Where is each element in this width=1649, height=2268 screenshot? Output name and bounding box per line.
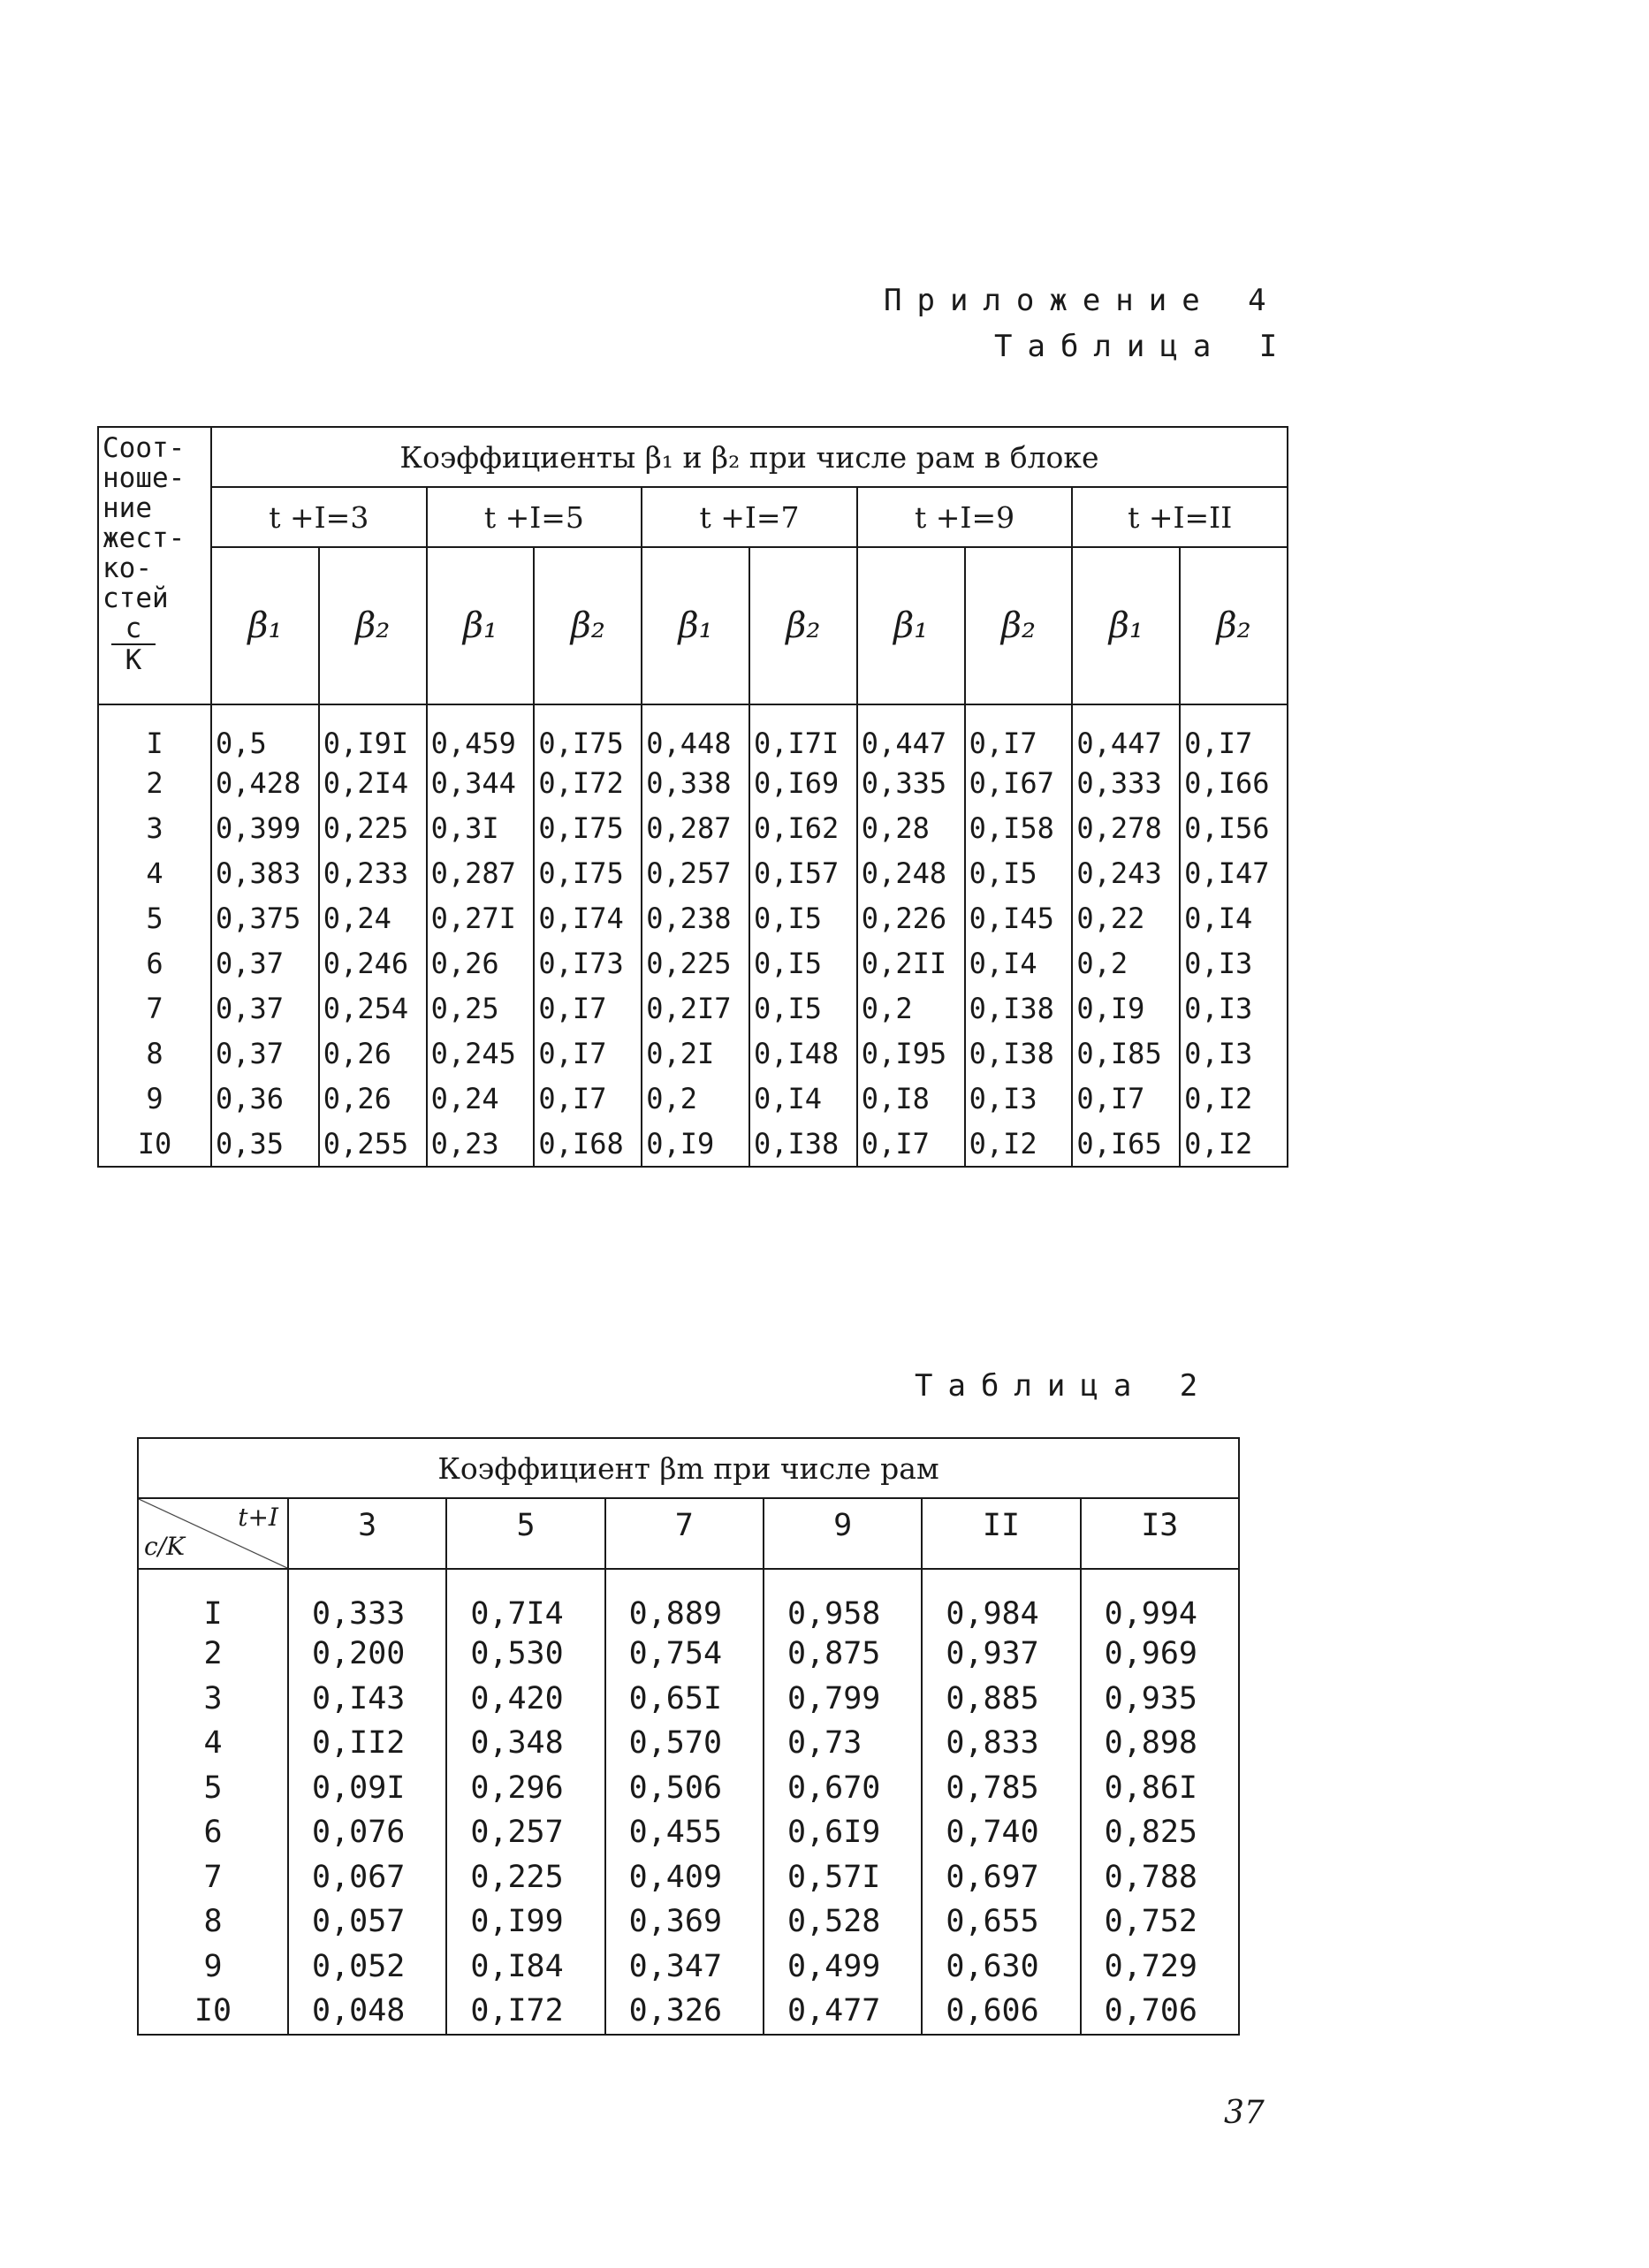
beta-coefficient-header: β₂ xyxy=(319,547,427,704)
table-row xyxy=(98,895,1288,940)
value-cell: 0,729 xyxy=(1081,1945,1239,1990)
value-cell: 0,I38 xyxy=(965,986,1073,1031)
beta-coefficient-header: β₁ xyxy=(211,547,319,704)
table-row xyxy=(98,1031,1288,1076)
value-cell: 0,333 xyxy=(1072,760,1180,805)
value-cell: 0,86I xyxy=(1081,1766,1239,1811)
value-cell: 0,570 xyxy=(605,1721,764,1766)
value-cell: 0,7I4 xyxy=(446,1569,604,1632)
value-cell: 0,26 xyxy=(427,940,535,986)
table-row xyxy=(98,704,1288,760)
value-cell: 0,I4 xyxy=(1180,895,1288,940)
value-cell: 0,I5 xyxy=(749,940,857,986)
row-label: 5 xyxy=(98,895,211,940)
value-cell: 0,I67 xyxy=(965,760,1073,805)
fraction-denominator: K xyxy=(125,644,142,676)
row-label: 8 xyxy=(98,1031,211,1076)
value-cell: 0,I75 xyxy=(534,704,642,760)
value-cell: 0,428 xyxy=(211,760,319,805)
value-cell: 0,254 xyxy=(319,986,427,1031)
value-cell: 0,23 xyxy=(427,1121,535,1167)
value-cell: 0,754 xyxy=(605,1632,764,1677)
value-cell: 0,I99 xyxy=(446,1899,604,1945)
value-cell: 0,994 xyxy=(1081,1569,1239,1632)
value-cell: 0,I9 xyxy=(1072,986,1180,1031)
value-cell: 0,73 xyxy=(764,1721,922,1766)
row-label: 4 xyxy=(138,1721,288,1766)
value-cell: 0,I72 xyxy=(534,760,642,805)
beta-coefficient-header: β₁ xyxy=(642,547,749,704)
value-cell: 0,I73 xyxy=(534,940,642,986)
value-cell: 0,I58 xyxy=(965,805,1073,850)
table-row xyxy=(98,1121,1288,1167)
table1-title: Коэффициенты β₁ и β₂ при числе рам в блоке xyxy=(211,427,1288,487)
table-row xyxy=(98,1076,1288,1121)
row-label: 3 xyxy=(138,1677,288,1722)
row-label: 2 xyxy=(98,760,211,805)
value-cell: 0,I57 xyxy=(749,850,857,895)
value-cell: 0,076 xyxy=(288,1810,446,1855)
value-cell: 0,I3 xyxy=(1180,940,1288,986)
value-cell: 0,348 xyxy=(446,1721,604,1766)
value-cell: 0,I75 xyxy=(534,850,642,895)
corner-line: стей xyxy=(103,582,169,614)
value-cell: 0,2 xyxy=(1072,940,1180,986)
beta-coefficient-header: β₁ xyxy=(1072,547,1180,704)
beta-coefficient-header: β₁ xyxy=(857,547,965,704)
table-row xyxy=(138,1945,1239,1990)
value-cell: 0,I5 xyxy=(749,986,857,1031)
value-cell: 0,37 xyxy=(211,986,319,1031)
corner-row-label: c/K xyxy=(144,1532,186,1561)
value-cell: 0,420 xyxy=(446,1677,604,1722)
value-cell: 0,238 xyxy=(642,895,749,940)
table-row xyxy=(98,760,1288,805)
value-cell: 0,052 xyxy=(288,1945,446,1990)
table-row xyxy=(138,1855,1239,1900)
table-1 xyxy=(97,426,1288,1168)
value-cell: 0,2I7 xyxy=(642,986,749,1031)
row-label: 5 xyxy=(138,1766,288,1811)
value-cell: 0,257 xyxy=(642,850,749,895)
value-cell: 0,I75 xyxy=(534,805,642,850)
value-cell: 0,225 xyxy=(319,805,427,850)
value-cell: 0,I7 xyxy=(534,1031,642,1076)
table-row xyxy=(98,940,1288,986)
value-cell: 0,799 xyxy=(764,1677,922,1722)
row-label: 6 xyxy=(138,1810,288,1855)
value-cell: 0,I85 xyxy=(1072,1031,1180,1076)
table-row xyxy=(138,1766,1239,1811)
value-cell: 0,530 xyxy=(446,1632,604,1677)
value-cell: 0,257 xyxy=(446,1810,604,1855)
value-cell: 0,37 xyxy=(211,940,319,986)
value-cell: 0,655 xyxy=(922,1899,1080,1945)
table-row xyxy=(138,1569,1239,1632)
value-cell: 0,335 xyxy=(857,760,965,805)
value-cell: 0,37 xyxy=(211,1031,319,1076)
row-label: I xyxy=(98,704,211,760)
column-header: I3 xyxy=(1081,1498,1239,1569)
fraction-numerator: c xyxy=(111,613,156,645)
value-cell: 0,448 xyxy=(642,704,749,760)
value-cell: 0,057 xyxy=(288,1899,446,1945)
value-cell: 0,369 xyxy=(605,1899,764,1945)
table-row xyxy=(138,1989,1239,2035)
value-cell: 0,I95 xyxy=(857,1031,965,1076)
value-cell: 0,333 xyxy=(288,1569,446,1632)
value-cell: 0,2I xyxy=(642,1031,749,1076)
column-header: 3 xyxy=(288,1498,446,1569)
value-cell: 0,287 xyxy=(642,805,749,850)
value-cell: 0,I7 xyxy=(534,1076,642,1121)
table-row xyxy=(98,986,1288,1031)
column-header: 9 xyxy=(764,1498,922,1569)
value-cell: 0,35 xyxy=(211,1121,319,1167)
value-cell: 0,27I xyxy=(427,895,535,940)
value-cell: 0,067 xyxy=(288,1855,446,1900)
value-cell: 0,24 xyxy=(427,1076,535,1121)
table1-corner-header xyxy=(98,427,211,704)
appendix-label: Приложение 4 xyxy=(884,283,1281,318)
value-cell: 0,528 xyxy=(764,1899,922,1945)
value-cell: 0,I9 xyxy=(642,1121,749,1167)
value-cell: 0,I66 xyxy=(1180,760,1288,805)
value-cell: 0,740 xyxy=(922,1810,1080,1855)
row-label: 9 xyxy=(138,1945,288,1990)
value-cell: 0,246 xyxy=(319,940,427,986)
row-label: 2 xyxy=(138,1632,288,1677)
value-cell: 0,I45 xyxy=(965,895,1073,940)
value-cell: 0,I2 xyxy=(1180,1076,1288,1121)
frame-count-group-header: t +I=7 xyxy=(642,487,857,547)
frame-count-group-header: t +I=II xyxy=(1072,487,1288,547)
table-row xyxy=(138,1632,1239,1677)
value-cell: 0,26 xyxy=(319,1031,427,1076)
value-cell: 0,898 xyxy=(1081,1721,1239,1766)
value-cell: 0,2 xyxy=(857,986,965,1031)
value-cell: 0,785 xyxy=(922,1766,1080,1811)
value-cell: 0,I38 xyxy=(749,1121,857,1167)
value-cell: 0,I74 xyxy=(534,895,642,940)
value-cell: 0,984 xyxy=(922,1569,1080,1632)
value-cell: 0,225 xyxy=(642,940,749,986)
value-cell: 0,I69 xyxy=(749,760,857,805)
value-cell: 0,I65 xyxy=(1072,1121,1180,1167)
value-cell: 0,25 xyxy=(427,986,535,1031)
value-cell: 0,477 xyxy=(764,1989,922,2035)
corner-line: Соот- xyxy=(103,432,186,464)
value-cell: 0,3I xyxy=(427,805,535,850)
value-cell: 0,36 xyxy=(211,1076,319,1121)
value-cell: 0,I3 xyxy=(1180,986,1288,1031)
value-cell: 0,2I4 xyxy=(319,760,427,805)
value-cell: 0,697 xyxy=(922,1855,1080,1900)
row-label: 7 xyxy=(98,986,211,1031)
value-cell: 0,I56 xyxy=(1180,805,1288,850)
value-cell: 0,I38 xyxy=(965,1031,1073,1076)
row-label: 9 xyxy=(98,1076,211,1121)
column-header: 5 xyxy=(446,1498,604,1569)
table-row xyxy=(138,1810,1239,1855)
beta-coefficient-header: β₂ xyxy=(965,547,1073,704)
table-row xyxy=(98,850,1288,895)
value-cell: 0,225 xyxy=(446,1855,604,1900)
table2-corner-header xyxy=(138,1498,288,1569)
value-cell: 0,255 xyxy=(319,1121,427,1167)
table1-label: Таблица I xyxy=(994,329,1293,364)
value-cell: 0,I84 xyxy=(446,1945,604,1990)
value-cell: 0,26 xyxy=(319,1076,427,1121)
beta-coefficient-header: β₂ xyxy=(1180,547,1288,704)
value-cell: 0,I7 xyxy=(1180,704,1288,760)
ratio-fraction xyxy=(103,613,164,675)
value-cell: 0,I43 xyxy=(288,1677,446,1722)
value-cell: 0,I68 xyxy=(534,1121,642,1167)
value-cell: 0,338 xyxy=(642,760,749,805)
value-cell: 0,935 xyxy=(1081,1677,1239,1722)
value-cell: 0,I5 xyxy=(749,895,857,940)
value-cell: 0,344 xyxy=(427,760,535,805)
value-cell: 0,409 xyxy=(605,1855,764,1900)
table-row xyxy=(138,1721,1239,1766)
corner-line: ко- xyxy=(103,552,152,584)
corner-line: жест- xyxy=(103,522,186,554)
value-cell: 0,606 xyxy=(922,1989,1080,2035)
table-row xyxy=(138,1899,1239,1945)
value-cell: 0,958 xyxy=(764,1569,922,1632)
value-cell: 0,375 xyxy=(211,895,319,940)
table2-label: Таблица 2 xyxy=(915,1368,1213,1404)
value-cell: 0,I72 xyxy=(446,1989,604,2035)
beta-coefficient-header: β₂ xyxy=(534,547,642,704)
value-cell: 0,I3 xyxy=(965,1076,1073,1121)
value-cell: 0,I7 xyxy=(965,704,1073,760)
value-cell: 0,28 xyxy=(857,805,965,850)
row-label: I0 xyxy=(98,1121,211,1167)
corner-line: ноше- xyxy=(103,462,186,494)
row-label: 4 xyxy=(98,850,211,895)
value-cell: 0,347 xyxy=(605,1945,764,1990)
value-cell: 0,09I xyxy=(288,1766,446,1811)
table-row xyxy=(138,1677,1239,1722)
value-cell: 0,788 xyxy=(1081,1855,1239,1900)
row-label: I0 xyxy=(138,1989,288,2035)
value-cell: 0,969 xyxy=(1081,1632,1239,1677)
value-cell: 0,499 xyxy=(764,1945,922,1990)
value-cell: 0,65I xyxy=(605,1677,764,1722)
beta-coefficient-header: β₂ xyxy=(749,547,857,704)
row-label: 7 xyxy=(138,1855,288,1900)
value-cell: 0,I5 xyxy=(965,850,1073,895)
beta-coefficient-header: β₁ xyxy=(427,547,535,704)
column-header: 7 xyxy=(605,1498,764,1569)
value-cell: 0,248 xyxy=(857,850,965,895)
value-cell: 0,II2 xyxy=(288,1721,446,1766)
value-cell: 0,889 xyxy=(605,1569,764,1632)
value-cell: 0,I3 xyxy=(1180,1031,1288,1076)
table-2 xyxy=(137,1437,1240,2036)
frame-count-group-header: t +I=5 xyxy=(427,487,642,547)
value-cell: 0,752 xyxy=(1081,1899,1239,1945)
value-cell: 0,670 xyxy=(764,1766,922,1811)
value-cell: 0,I7I xyxy=(749,704,857,760)
value-cell: 0,I4 xyxy=(965,940,1073,986)
value-cell: 0,I47 xyxy=(1180,850,1288,895)
value-cell: 0,57I xyxy=(764,1855,922,1900)
value-cell: 0,278 xyxy=(1072,805,1180,850)
row-label: I xyxy=(138,1569,288,1632)
value-cell: 0,706 xyxy=(1081,1989,1239,2035)
value-cell: 0,825 xyxy=(1081,1810,1239,1855)
corner-col-label: t+I xyxy=(238,1503,278,1532)
value-cell: 0,I7 xyxy=(534,986,642,1031)
value-cell: 0,287 xyxy=(427,850,535,895)
table-row xyxy=(98,805,1288,850)
corner-line: ние xyxy=(103,492,152,524)
value-cell: 0,833 xyxy=(922,1721,1080,1766)
table2-title: Коэффициент βm при числе рам xyxy=(138,1438,1239,1498)
value-cell: 0,399 xyxy=(211,805,319,850)
value-cell: 0,455 xyxy=(605,1810,764,1855)
value-cell: 0,I2 xyxy=(1180,1121,1288,1167)
value-cell: 0,459 xyxy=(427,704,535,760)
value-cell: 0,326 xyxy=(605,1989,764,2035)
frame-count-group-header: t +I=9 xyxy=(857,487,1073,547)
value-cell: 0,885 xyxy=(922,1677,1080,1722)
value-cell: 0,I4 xyxy=(749,1076,857,1121)
value-cell: 0,226 xyxy=(857,895,965,940)
value-cell: 0,937 xyxy=(922,1632,1080,1677)
value-cell: 0,243 xyxy=(1072,850,1180,895)
value-cell: 0,875 xyxy=(764,1632,922,1677)
value-cell: 0,6I9 xyxy=(764,1810,922,1855)
value-cell: 0,233 xyxy=(319,850,427,895)
value-cell: 0,22 xyxy=(1072,895,1180,940)
page-number: 37 xyxy=(1224,2095,1265,2131)
value-cell: 0,630 xyxy=(922,1945,1080,1990)
value-cell: 0,I2 xyxy=(965,1121,1073,1167)
value-cell: 0,5 xyxy=(211,704,319,760)
value-cell: 0,24 xyxy=(319,895,427,940)
value-cell: 0,296 xyxy=(446,1766,604,1811)
value-cell: 0,I9I xyxy=(319,704,427,760)
value-cell: 0,2 xyxy=(642,1076,749,1121)
value-cell: 0,447 xyxy=(1072,704,1180,760)
value-cell: 0,I48 xyxy=(749,1031,857,1076)
value-cell: 0,447 xyxy=(857,704,965,760)
column-header: II xyxy=(922,1498,1080,1569)
value-cell: 0,200 xyxy=(288,1632,446,1677)
row-label: 6 xyxy=(98,940,211,986)
value-cell: 0,I7 xyxy=(1072,1076,1180,1121)
value-cell: 0,2II xyxy=(857,940,965,986)
value-cell: 0,048 xyxy=(288,1989,446,2035)
value-cell: 0,245 xyxy=(427,1031,535,1076)
value-cell: 0,383 xyxy=(211,850,319,895)
value-cell: 0,I62 xyxy=(749,805,857,850)
row-label: 3 xyxy=(98,805,211,850)
value-cell: 0,506 xyxy=(605,1766,764,1811)
value-cell: 0,I8 xyxy=(857,1076,965,1121)
frame-count-group-header: t +I=3 xyxy=(211,487,427,547)
row-label: 8 xyxy=(138,1899,288,1945)
value-cell: 0,I7 xyxy=(857,1121,965,1167)
